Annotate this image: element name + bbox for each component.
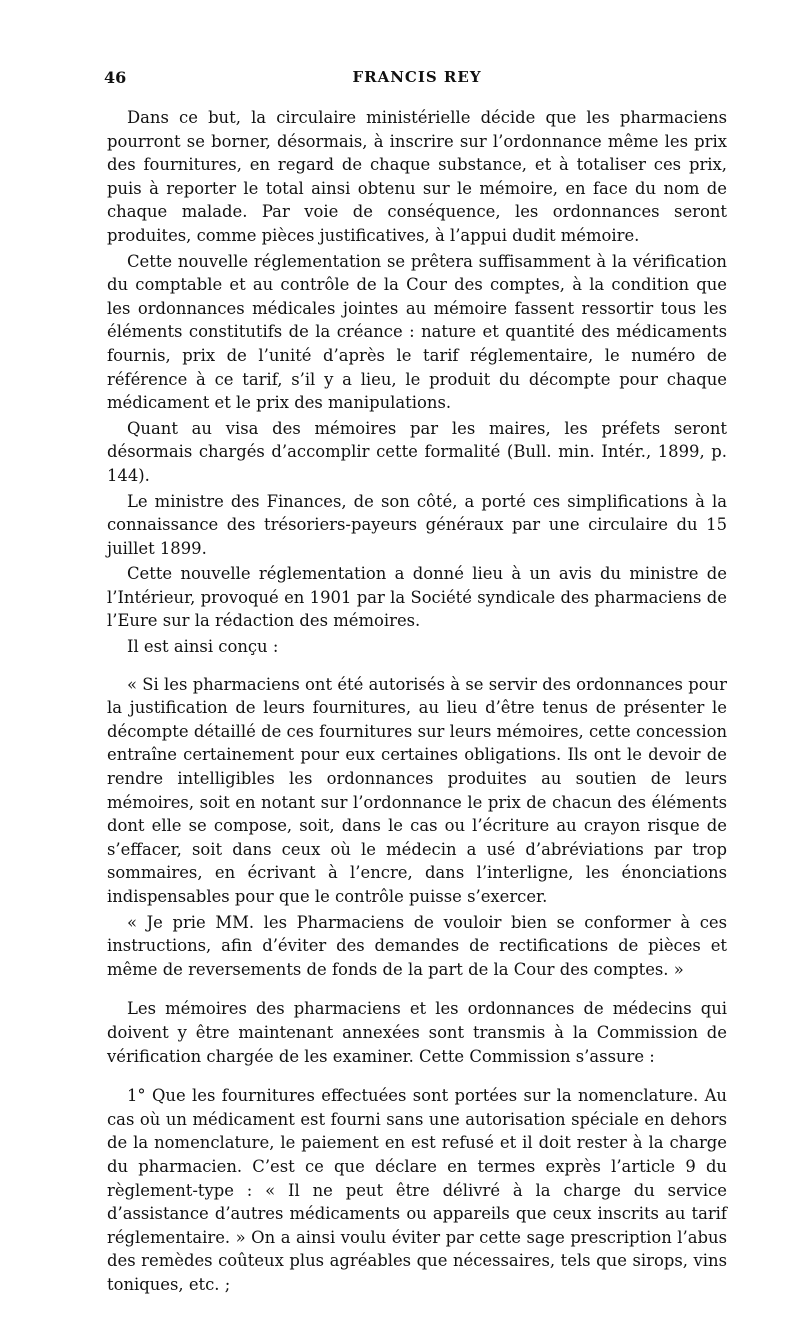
- running-head: [104, 68, 727, 92]
- page-number: 46: [104, 68, 127, 87]
- paragraph-visa-memoires: Quant au visa des mémoires par les maires, les préfets seront désormais chargés d’accomplir cette formalité (Bull. min. Intér., 1899, p. 144).: [107, 418, 727, 485]
- paragraph-quote-obligations: « Si les pharmaciens ont été autorisés à se servir des ordonnances pour la justification de leurs fournitures, au lieu d’être tenus de présenter le décompte détaillé de ces fournitures sur leurs mémoires, cette concession entraîne certainement pour eux certaines obligations. Ils ont le devoir de rendre intelligibles les ordonnances produites au soutien de leurs mémoires, soit en notant sur l’ordonnance le prix de chacun des éléments dont elle se compose, soit, dans le cas ou l’écriture au crayon risque de s’effacer, soit dans ceux où le médecin a usé d’abréviations par trop sommaires, en écrivant à l’encre, dans l’interligne, les énonciations indispensables pour que le contrôle puisse s’exercer.: [107, 674, 727, 906]
- page: [104, 68, 727, 1297]
- paragraph-nomenclature: 1° Que les fournitures effectuées sont portées sur la nomenclature. Au cas où un médicament est fourni sans une autorisation spéciale en dehors de la nomenclature, le paiement en est refusé et il doit rester à la charge du pharmacien. C’est ce que déclare en termes exprès l’article 9 du règlement-type : « Il ne peut être délivré à la charge du service d’assistance d’autres médicaments ou appareils que ceux inscrits au tarif réglementaire. » On a ainsi voulu éviter par cette sage prescription l’abus des remèdes coûteux plus agréables que nécessaires, tels que sirops, vins toniques, etc. ;: [107, 1086, 727, 1294]
- paragraph-quote-instructions: « Je prie MM. les Pharmaciens de vouloir bien se conformer à ces instructions, afin d’éviter des demandes de rectifications de pièces et même de reversements de fonds de la part de la Cour des comptes. »: [107, 912, 727, 979]
- paragraph-new-regulation: Cette nouvelle réglementation se prêtera suffisamment à la vérification du comptable et au contrôle de la Cour des comptes, à la condition que les ordonnances médicales jointes au mémoire fassent ressortir tous les éléments constitutifs de la créance : nature et quantité des médicaments fournis, prix de l’unité d’après le tarif réglementaire, le numéro de référence à ce tarif, s’il y a lieu, le produit du décompte pour chaque médicament et le prix des manipulations.: [107, 251, 727, 413]
- running-title: FRANCIS REY: [352, 68, 482, 86]
- paragraph-ainsi-concu: Il est ainsi conçu :: [127, 637, 279, 657]
- paragraph-circular-decision: Dans ce but, la circulaire ministérielle décide que les pharmaciens pourront se borner, désormais, à inscrire sur l’ordonnance même les prix des fournitures, en regard de chaque substance, et à totaliser ces prix, puis à reporter le total ainsi obtenu sur le mémoire, en face du nom de chaque malade. Par voie de conséquence, les ordonnances seront produites, comme pièces justificatives, à l’appui dudit mémoire.: [107, 108, 727, 245]
- paragraph-minister-finances: Le ministre des Finances, de son côté, a porté ces simplifications à la connaissance des trésoriers-payeurs généraux par une circulaire du 15 juillet 1899.: [107, 491, 727, 558]
- paragraph-commission: Les mémoires des pharmaciens et les ordonnances de médecins qui doivent y être maintenant annexées sont transmis à la Commission de vérification chargée de les examiner. Cette Commission s’assure :: [107, 999, 727, 1066]
- paragraph-avis-ministre: Cette nouvelle réglementation a donné lieu à un avis du ministre de l’Intérieur, provoqué en 1901 par la Société syndicale des pharmaciens de l’Eure sur la rédaction des mémoires.: [107, 564, 727, 631]
